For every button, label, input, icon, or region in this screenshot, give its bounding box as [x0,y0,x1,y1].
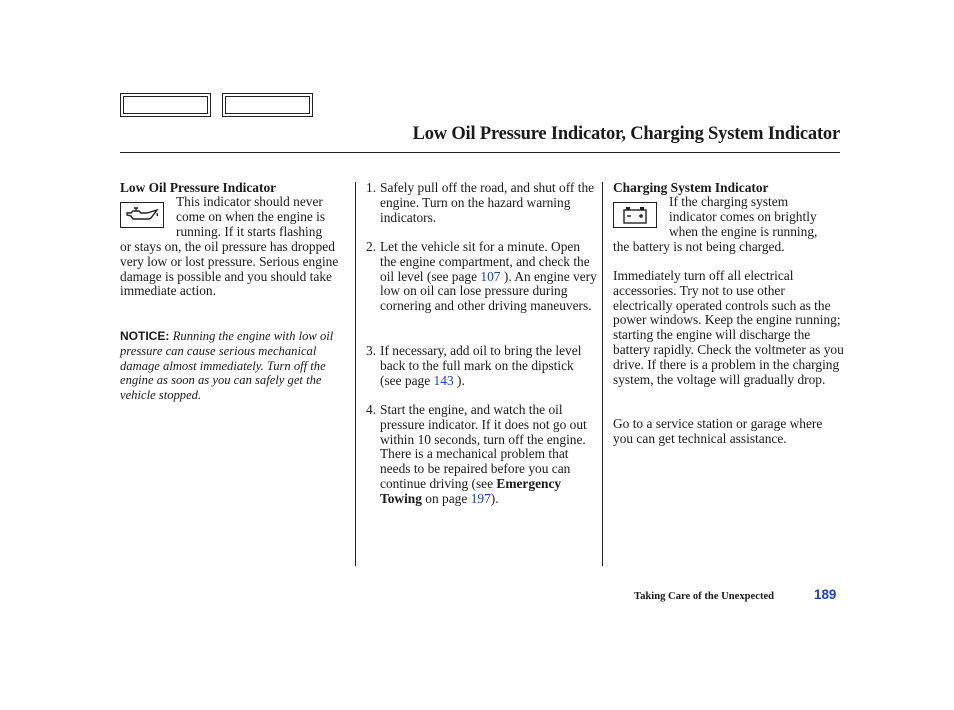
notice-block [120,329,352,403]
low-oil-wrap-line-2: come on when the engine is [176,208,326,224]
battery-icon [613,202,657,228]
step-3-text-a: If necessary, add oil to bring the level back to the full mark on the dipstick (see page [380,343,582,388]
footer-section: Taking Care of the Unexpected [634,591,775,602]
step-2-text [380,240,598,314]
charging-body: the battery is not being charged. [613,239,785,254]
charging-para-2: Immediately turn off all electrical accessories. Try not to use other electrically operated controls such as the power windows. Keep the engine running; starting the engine will discharge the battery rapidly. Check the voltmeter as you drive. If there is a problem in the charging system, the voltage will gradually drop. [613,268,844,387]
page-link-197[interactable]: 197 [470,490,491,506]
low-oil-wrap [176,195,351,239]
charging-wrap-line-1: If the charging system [669,194,789,209]
page-number: 189 [814,587,837,602]
title-rule [120,152,840,153]
low-oil-wrap-line-3: running. If it starts flashing [176,223,323,239]
step-2-text-b: ). An engine very low on oil can lose pressure during cornering and other driving maneuvers. [380,268,597,314]
nav-button-1[interactable] [120,93,211,117]
charging-heading: Charging System Indicator [613,180,769,195]
step-1-text: Safely pull off the road, and shut off the engine. Turn on the hazard warning indicators. [380,180,595,225]
step-4-text-a: Start the engine, and watch the oil pressure indicator. If it does not go out within 10 seconds, turn off the engine. There is a mechanical problem that needs to be repaired before you can continue driving (see [380,402,587,491]
low-oil-heading: Low Oil Pressure Indicator [120,180,277,195]
emergency-towing-ref: Emergency Towing [380,475,562,506]
step-1-number: 1. [366,180,377,195]
notice-label: NOTICE: [120,329,170,343]
page-link-107[interactable]: 107 [480,268,501,284]
charging-wrap-line-3: when the engine is running, [669,223,818,239]
nav-button-2[interactable] [222,93,313,117]
step-4-text [380,403,598,507]
step-4-text-c: ). [490,490,499,506]
step-3-text-b: ). [457,372,465,388]
column-divider-2 [602,182,603,566]
step-4-number: 4. [366,402,377,417]
notice-text: Running the engine with low oil pressure can cause serious mechanical damage almost immediately. Turn off the engine as soon as you can safely get the vehicle stopped. [120,329,334,403]
low-oil-body: or stays on, the oil pressure has dropped very low or lost pressure. Serious engine damage is possible and you should take immediate action. [120,239,339,299]
page-link-143[interactable]: 143 [433,372,454,388]
page-title: Low Oil Pressure Indicator, Charging System Indicator [412,124,840,144]
step-3-number: 3. [366,343,377,358]
charging-wrap-line-2: indicator comes on brightly [669,208,817,224]
low-oil-wrap-line-1: This indicator should never [176,194,323,209]
step-2-text-a: Let the vehicle sit for a minute. Open the engine compartment, and check the oil level (see page [380,239,590,284]
column-divider-1 [355,182,356,566]
step-2-number: 2. [366,239,377,254]
charging-wrap [669,195,844,239]
charging-para-3: Go to a service station or garage where you can get technical assistance. [613,416,823,446]
step-4-text-b: on page [425,490,468,506]
oil-can-icon [120,202,164,228]
step-3-text [380,344,590,388]
